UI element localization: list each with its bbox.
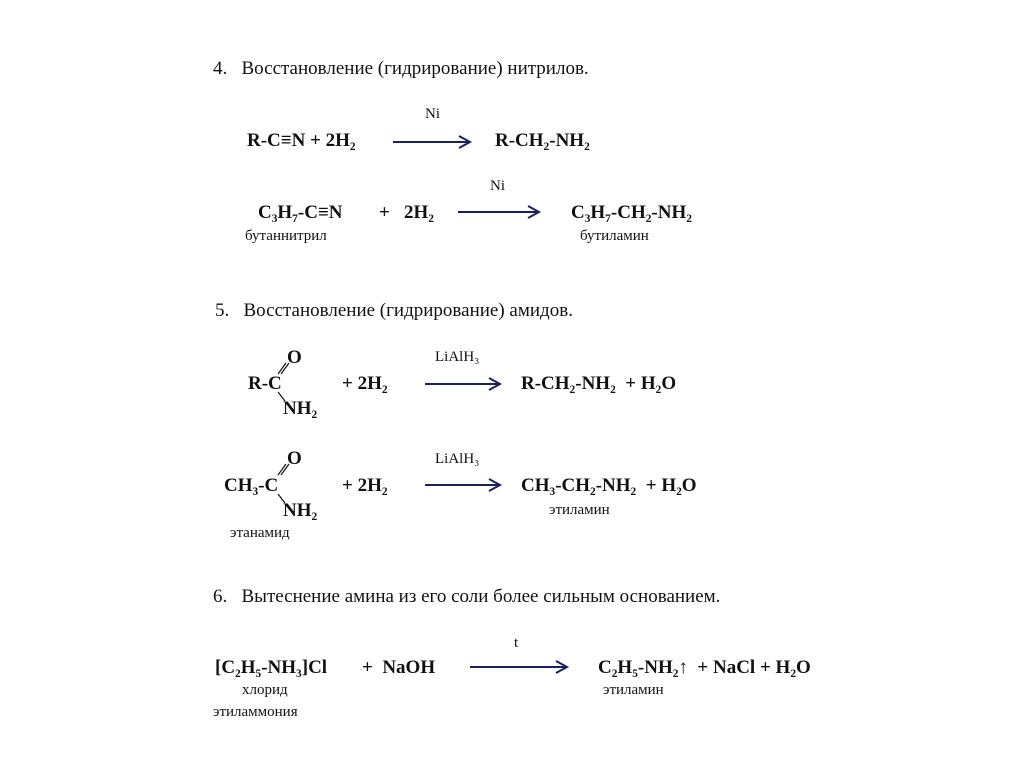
reaction-arrow [425,378,505,390]
naoh-reactant: + NaOH [362,657,436,678]
heat-condition: t [514,635,519,651]
nitrile-example-reactant2: 2H₂ [404,202,434,223]
amide-example-carbon: CH₃-C [224,475,279,496]
amide-example-reagent: + 2H₂ [342,475,388,496]
reaction-arrow [458,206,542,218]
nitrile-example-products: C₃H₇-CH₂-NH₂ [571,202,692,223]
amide-general-products: R-CH₂-NH₂ + H₂O [521,373,677,394]
amide-general-catalyst: LiAlH₃ [435,349,480,365]
double-bond [276,463,290,475]
salt-reactant: [C₂H₅-NH₃]Cl [215,657,328,678]
nitrile-example-reactant1: C₃H₇-C≡N [258,202,343,223]
ethanamide-label: этанамид [230,525,290,541]
ethylammonium-label: этиламмония [213,704,298,720]
nitrile-example-catalyst: Ni [490,178,505,194]
reaction-arrow [470,661,570,673]
section-4-heading: 4. Восстановление (гидрирование) нитрилов. [213,58,589,79]
displacement-products: C₂H₅-NH₂↑ + NaCl + H₂O [598,657,811,678]
reaction-arrow [393,136,473,148]
amide-general-amine: NH₂ [283,398,318,419]
reaction-arrow [425,479,505,491]
amide-general-oxygen: O [287,347,302,368]
amide-example-catalyst: LiAlH₃ [435,451,480,467]
ethylamine-label: этиламин [549,502,610,518]
amide-general-reagent: + 2H₂ [342,373,388,394]
chloride-label: хлорид [242,682,288,698]
amide-general-carbon: R-C [248,373,282,394]
amide-example-amine: NH₂ [283,500,318,521]
amide-example-products: CH₃-CH₂-NH₂ + H₂O [521,475,697,496]
butanenitrile-label: бутаннитрил [245,228,327,244]
nitrile-example-plus: + [379,202,390,223]
nitrile-general-catalyst: Ni [425,106,440,122]
amide-example-oxygen: O [287,448,302,469]
nitrile-general-products: R-CH₂-NH₂ [495,130,590,151]
section-6-heading: 6. Вытеснение амина из его соли более сильным основанием. [213,586,721,607]
section-5-heading: 5. Восстановление (гидрирование) амидов. [215,300,573,321]
nitrile-general-reactants: R-C≡N + 2H₂ [247,130,356,151]
ethylamine-product-label: этиламин [603,682,664,698]
butylamine-label: бутиламин [580,228,649,244]
